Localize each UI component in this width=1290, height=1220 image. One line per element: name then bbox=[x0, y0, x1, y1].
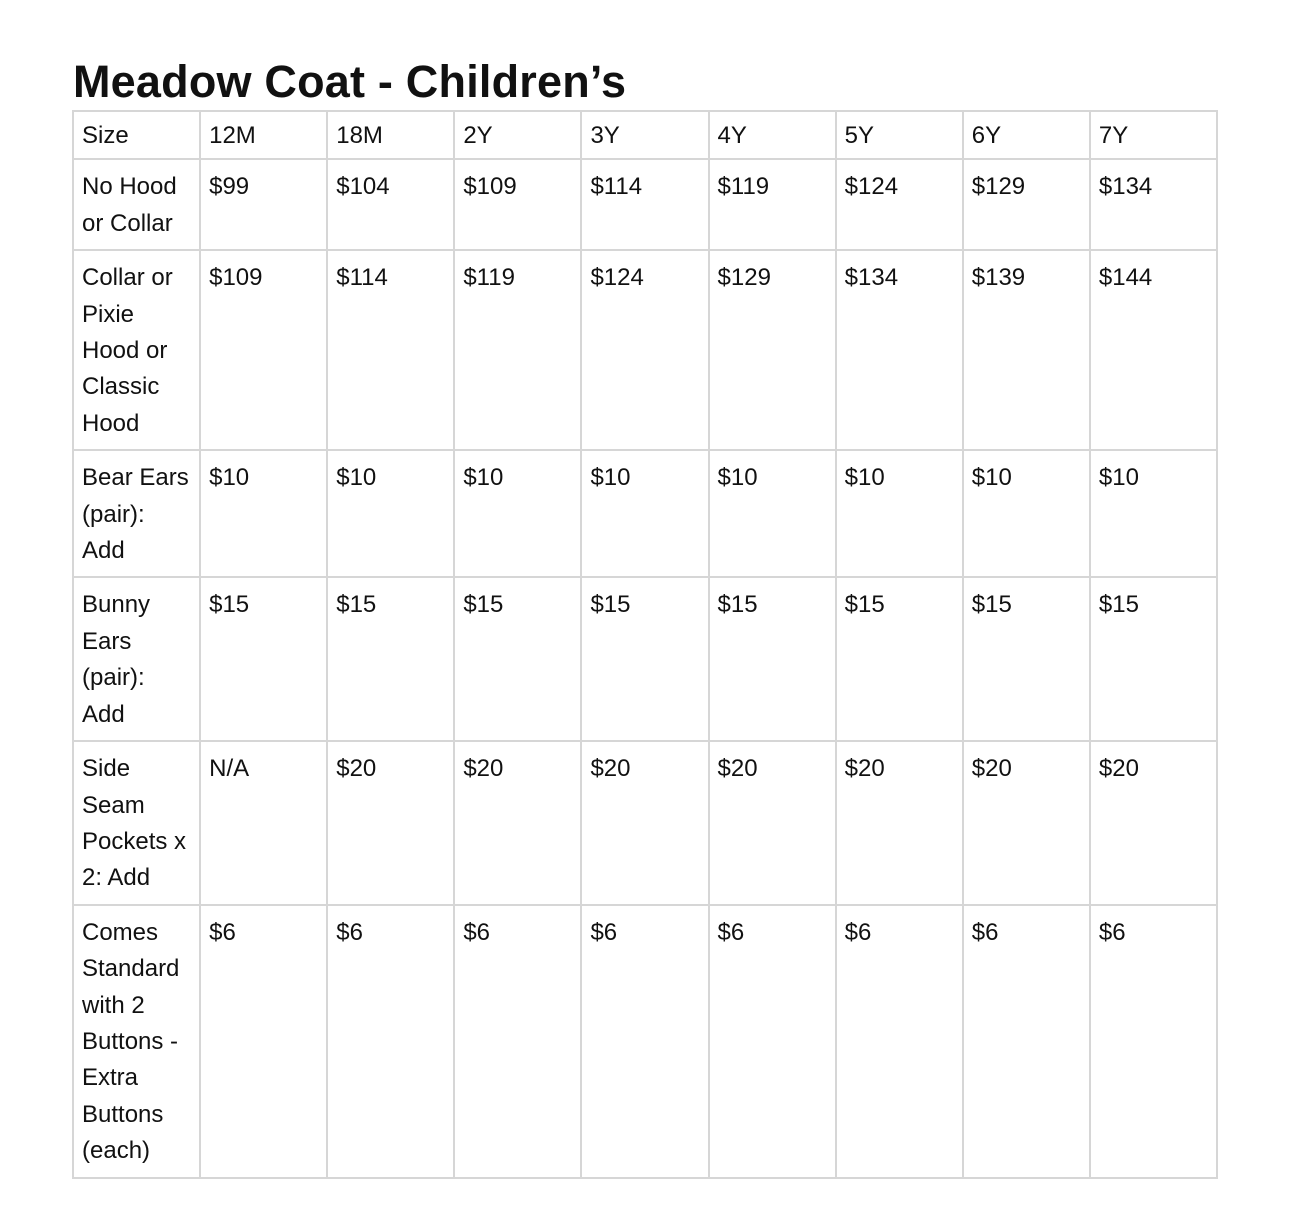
table-cell: $134 bbox=[836, 250, 963, 450]
table-row bbox=[73, 577, 1217, 741]
table-row bbox=[73, 159, 1217, 250]
column-header: 12M bbox=[200, 111, 327, 159]
table-cell: $139 bbox=[963, 250, 1090, 450]
table-cell: $15 bbox=[327, 577, 454, 741]
table-cell: $6 bbox=[1090, 905, 1217, 1178]
row-label: Comes Standard with 2 Buttons - Extra Buttons (each) bbox=[73, 905, 200, 1178]
column-header: 7Y bbox=[1090, 111, 1217, 159]
table-cell: $114 bbox=[581, 159, 708, 250]
table-cell: $109 bbox=[200, 250, 327, 450]
table-cell: $119 bbox=[454, 250, 581, 450]
table-cell: $15 bbox=[709, 577, 836, 741]
column-header: 3Y bbox=[581, 111, 708, 159]
column-header: 6Y bbox=[963, 111, 1090, 159]
table-cell: $104 bbox=[327, 159, 454, 250]
table-cell: $20 bbox=[454, 741, 581, 905]
table-cell: $20 bbox=[327, 741, 454, 905]
column-header: 18M bbox=[327, 111, 454, 159]
table-cell: $20 bbox=[1090, 741, 1217, 905]
table-cell: $10 bbox=[963, 450, 1090, 577]
table-header-row bbox=[73, 111, 1217, 159]
table-row bbox=[73, 450, 1217, 577]
table-cell: $10 bbox=[836, 450, 963, 577]
table-cell: $10 bbox=[200, 450, 327, 577]
table-cell: $20 bbox=[836, 741, 963, 905]
table-cell: $20 bbox=[581, 741, 708, 905]
table-cell: N/A bbox=[200, 741, 327, 905]
table-cell: $129 bbox=[963, 159, 1090, 250]
table-cell: $109 bbox=[454, 159, 581, 250]
table-cell: $6 bbox=[200, 905, 327, 1178]
price-table bbox=[72, 110, 1218, 1179]
table-cell: $6 bbox=[836, 905, 963, 1178]
table-cell: $6 bbox=[454, 905, 581, 1178]
page-title: Meadow Coat - Children’s bbox=[73, 56, 627, 107]
table-cell: $15 bbox=[200, 577, 327, 741]
table-cell: $15 bbox=[581, 577, 708, 741]
row-label: No Hood or Collar bbox=[73, 159, 200, 250]
table-cell: $15 bbox=[1090, 577, 1217, 741]
table-cell: $10 bbox=[1090, 450, 1217, 577]
table-cell: $134 bbox=[1090, 159, 1217, 250]
row-label: Collar or Pixie Hood or Classic Hood bbox=[73, 250, 200, 450]
table-cell: $114 bbox=[327, 250, 454, 450]
table-cell: $15 bbox=[836, 577, 963, 741]
column-header: Size bbox=[73, 111, 200, 159]
table-cell: $10 bbox=[581, 450, 708, 577]
table-cell: $20 bbox=[709, 741, 836, 905]
table-cell: $15 bbox=[963, 577, 1090, 741]
table-cell: $99 bbox=[200, 159, 327, 250]
table-cell: $10 bbox=[327, 450, 454, 577]
table-cell: $6 bbox=[709, 905, 836, 1178]
table-cell: $6 bbox=[327, 905, 454, 1178]
table-cell: $124 bbox=[836, 159, 963, 250]
table-cell: $20 bbox=[963, 741, 1090, 905]
table-cell: $15 bbox=[454, 577, 581, 741]
table-cell: $144 bbox=[1090, 250, 1217, 450]
table-cell: $10 bbox=[454, 450, 581, 577]
column-header: 4Y bbox=[709, 111, 836, 159]
table-cell: $129 bbox=[709, 250, 836, 450]
row-label: Side Seam Pockets x 2: Add bbox=[73, 741, 200, 905]
row-label: Bear Ears (pair): Add bbox=[73, 450, 200, 577]
table-cell: $124 bbox=[581, 250, 708, 450]
table-row bbox=[73, 741, 1217, 905]
row-label: Bunny Ears (pair): Add bbox=[73, 577, 200, 741]
column-header: 5Y bbox=[836, 111, 963, 159]
table-cell: $119 bbox=[709, 159, 836, 250]
table-cell: $6 bbox=[581, 905, 708, 1178]
table-row bbox=[73, 250, 1217, 450]
table-cell: $6 bbox=[963, 905, 1090, 1178]
column-header: 2Y bbox=[454, 111, 581, 159]
table-cell: $10 bbox=[709, 450, 836, 577]
table-row bbox=[73, 905, 1217, 1178]
